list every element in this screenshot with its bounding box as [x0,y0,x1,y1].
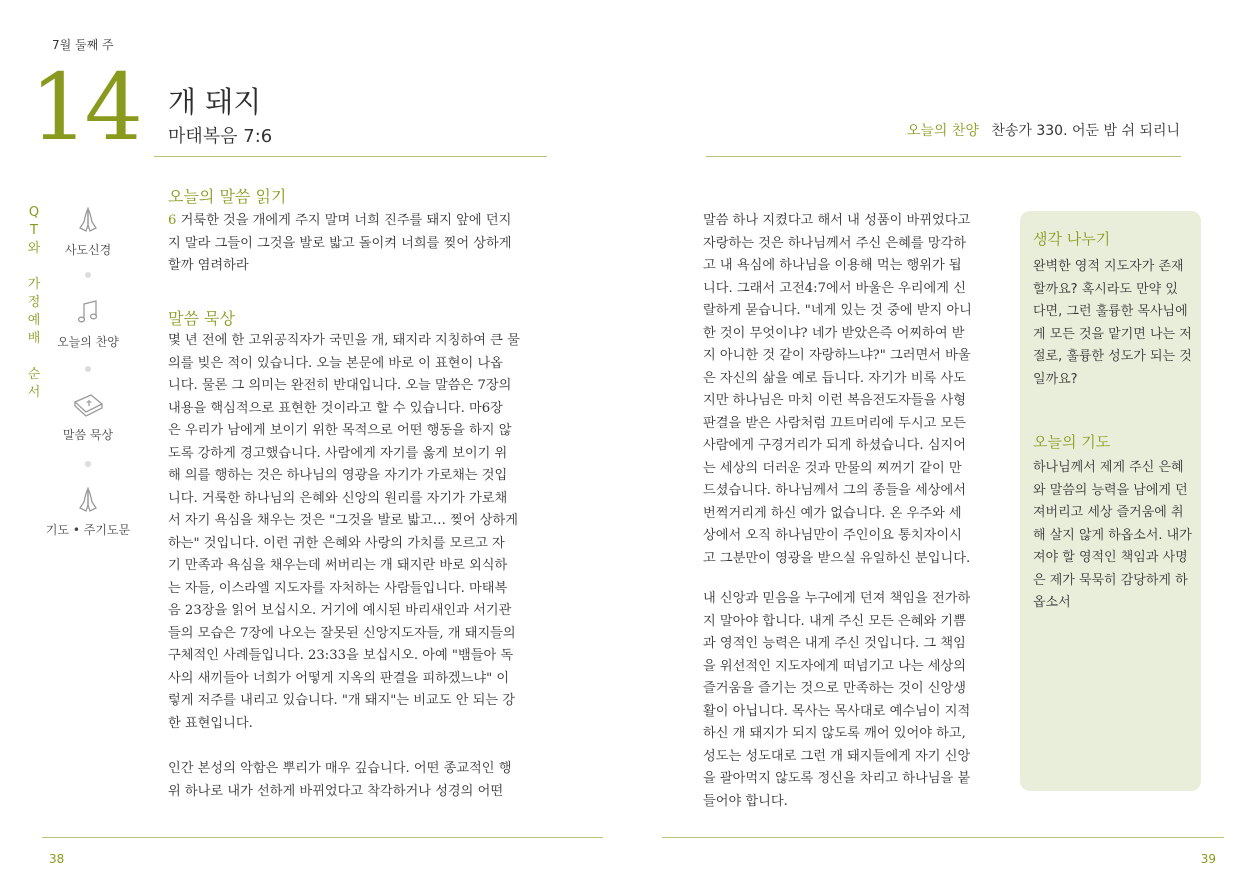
text-line: 한 것이 무엇이냐? 네가 받았은즉 어찌하여 받 [703,325,965,341]
text-line: 니다. 거룩한 하나님의 은혜와 신앙의 원리를 자기가 가로채 [168,490,508,506]
week-label: 7월 둘째 주 [52,38,114,52]
text-line: 사람에게 구경거리가 되게 하셨습니다. 심지어 [703,438,967,453]
text-line: 렇게 저주를 내리고 있습니다. "개 돼지"는 비교도 안 되는 강 [168,693,516,708]
share-text [1033,256,1195,391]
text-line: 고 그분만이 영광을 받으실 유일하신 분입니다. [703,550,971,566]
footer-divider-left [42,837,603,838]
page-number-right: 39 [1200,852,1216,866]
text-line: 는 세상의 더러운 것과 만물의 찌꺼기 같이 만 [703,460,962,476]
text-line: 드셨습니다. 하나님께서 그의 종들을 세상에서 [703,483,967,498]
text-line: 자랑하는 것은 하나님께서 주신 은혜를 망각하 [703,235,967,251]
text-line: 서 자기 욕심을 채우는 것은 "그것을 발로 밟고… 찢어 상하게 [168,513,518,528]
scripture-reference: 마태복음 7:6 [168,126,273,147]
order-item-meditation [33,390,143,443]
bible-icon [71,390,105,420]
text-line: 하나님께서 제게 주신 은혜 [1033,460,1184,475]
order-item-label: 말씀 묵상 [62,428,114,442]
verse-line: 지 말라 그들이 그것을 발로 밟고 돌이켜 너희를 찢어 상하게 [168,235,512,251]
text-line: 들어야 합니다. [703,793,788,809]
text-line: 들의 모습은 7장에 나오는 잘못된 신앙지도자들, 개 돼지들의 [168,625,516,641]
text-line: 위 하나로 내가 선하게 바뀌었다고 착각하거나 성경의 어떤 [168,783,504,799]
praise-label: 오늘의 찬양 [906,123,979,139]
meditation-paragraph-2 [168,758,546,803]
text-line: 상에서 오직 하나님만이 주인이요 통치자이시 [703,528,962,543]
verse-line: 6 거룩한 것을 개에게 주지 말며 너희 진주를 돼지 앞에 던지 [168,213,512,228]
meditation-heading: 말씀 묵상 [168,309,235,328]
text-line: 하신 개 돼지가 되지 않도록 깨어 있어야 하고, [703,726,966,741]
text-line: 져야 할 영적인 책임과 사명 [1033,550,1188,565]
order-item-label: 사도신경 [64,243,112,257]
footer-divider-right [662,837,1224,838]
order-item-label: 기도 • 주기도문 [45,523,131,537]
text-line: 사의 새끼들아 너희가 어떻게 지옥의 판결을 피하겠느냐" 이 [168,670,510,686]
text-line: 게 모든 것을 맡기면 나는 저 [1033,326,1192,342]
today-praise [907,120,1180,140]
text-line: 일까요? [1033,371,1078,387]
prayer-heading: 오늘의 기도 [1033,433,1111,451]
text-line: 지 말아야 합니다. 내게 주신 모든 은혜와 기쁨 [703,613,966,629]
text-line: 말씀 하나 지켰다고 해서 내 성품이 바뀌었다고 [703,213,971,228]
praise-title: 찬송가 330. 어둔 밤 쉬 되리니 [991,123,1180,139]
verse-number: 6 [168,213,177,228]
order-item-label: 오늘의 찬양 [57,335,119,349]
separator-dot [85,272,91,278]
text-line: 와 말씀의 능력을 남에게 던 [1033,482,1188,498]
text-line: 니다. 그래서 고전4:7에서 바울은 우리에게 신 [703,280,966,296]
text-line: 완벽한 영적 지도자가 존재 [1033,259,1184,274]
text-line: 다면, 그런 훌륭한 목사님에 [1033,304,1188,319]
text-line: 랄하게 묻습니다. "네게 있는 것 중에 받지 아니 [703,303,972,318]
text-line: 음 23장을 읽어 보십시오. 거기에 예시된 바리새인과 서기관 [168,603,512,618]
text-line: 하는" 것입니다. 이런 귀한 은혜와 사랑의 가치를 모르고 자 [168,535,505,551]
page-number-left: 38 [49,852,65,866]
reading-heading: 오늘의 말씀 읽기 [168,187,287,206]
reading-text [168,210,546,278]
text-line: 니다. 물론 그 의미는 완전히 반대입니다. 오늘 말씀은 7장의 [168,378,512,393]
page-title: 개 돼지 [168,85,262,119]
text-line: 몇 년 전에 한 고위공직자가 국민을 개, 돼지라 지칭하여 큰 물 [168,333,520,348]
text-line: 해 의를 행하는 것은 하나님의 영광을 자기가 가로채는 것입 [168,468,508,483]
header-divider-right [706,156,1181,157]
text-line: 즐거움을 즐기는 것으로 만족하는 것이 신앙생 [703,681,967,696]
text-line: 내용을 핵심적으로 표현한 것이라고 할 수 있습니다. 마6장 [168,400,503,416]
text-line: 한 표현입니다. [168,715,253,731]
order-item-apostles-creed [33,205,143,258]
text-line: 과 영적인 능력은 내게 주신 것입니다. 그 책임 [703,636,966,651]
text-line: 기 만족과 욕심을 채우는데 써버리는 개 돼지란 바로 외식하 [168,558,508,573]
text-line: 판결을 받은 사람처럼 끄트머리에 두시고 모든 [703,415,967,431]
praying-hands-icon [73,205,103,235]
order-item-prayer [33,485,143,538]
meditation-paragraph-4 [703,588,996,813]
text-line: 의를 빚은 적이 있습니다. 오늘 본문에 바로 이 표현이 나옵 [168,355,503,371]
text-line: 을 괄아먹지 않도록 정신을 차리고 하나님을 붙 [703,771,971,786]
text-line: 내 신앙과 믿음을 누구에게 던져 책임을 전가하 [703,591,971,606]
header-divider-left [154,156,547,157]
music-note-icon [73,297,103,327]
text-line: 번쩍거리게 하신 예가 없습니다. 온 우주와 세 [703,505,962,521]
text-line: 구체적인 사례들입니다. 23:33을 보십시오. 아예 "뱀들아 독 [168,648,514,663]
text-line: 져버리고 세상 즐거움에 취 [1033,505,1184,520]
day-number: 14 [30,54,140,161]
text-line: 은 자신의 삶을 예로 듭니다. 자기가 비록 사도 [703,370,966,386]
text-line: 은 우리가 남에게 보이기 위한 목적으로 어떤 행동을 하지 않 [168,423,512,438]
share-heading: 생각 나누기 [1033,230,1111,248]
order-item-praise [33,297,143,350]
separator-dot [85,461,91,467]
text-line: 은 제가 묵묵히 감당하게 하 [1033,572,1188,588]
text-line: 활이 아닙니다. 목사는 목사대로 예수님이 지적 [703,703,971,719]
meditation-paragraph-1 [168,330,546,735]
verse-line: 할까 염려하라 [168,258,249,273]
praying-hands-icon [73,485,103,515]
text-line: 을 위선적인 지도자에게 떠넘기고 나는 세상의 [703,658,967,674]
text-line: 할까요? 혹시라도 만약 있 [1033,281,1178,297]
text-line: 성도는 성도대로 그런 개 돼지들에게 자기 신앙 [703,748,971,764]
text-line: 절로, 훌륭한 성도가 되는 것 [1033,349,1192,364]
text-line: 도록 강하게 경고했습니다. 사람에게 자기를 옳게 보이기 위 [168,445,508,461]
text-line: 인간 본성의 악함은 뿌리가 매우 깊습니다. 어떤 종교적인 행 [168,761,512,776]
text-line: 지만 하나님은 마치 이런 복음전도자들을 사형 [703,393,967,408]
text-line: 지 아니한 것 같이 자랑하느냐?" 그러면서 바울 [703,348,971,363]
meditation-paragraph-3 [703,210,996,570]
text-line: 옵소서 [1033,595,1071,610]
prayer-text [1033,457,1195,615]
vertical-section-title: Q T 와 가 정 예 배 순 서 [27,205,41,400]
separator-dot [85,366,91,372]
text-line: 해 살지 않게 하옵소서. 내가 [1033,527,1192,543]
text-line: 고 내 욕심에 하나님을 이용해 먹는 행위가 됩 [703,258,962,273]
text-line: 는 자들, 이스라엘 지도자를 자처하는 사람들입니다. 마태복 [168,580,508,596]
